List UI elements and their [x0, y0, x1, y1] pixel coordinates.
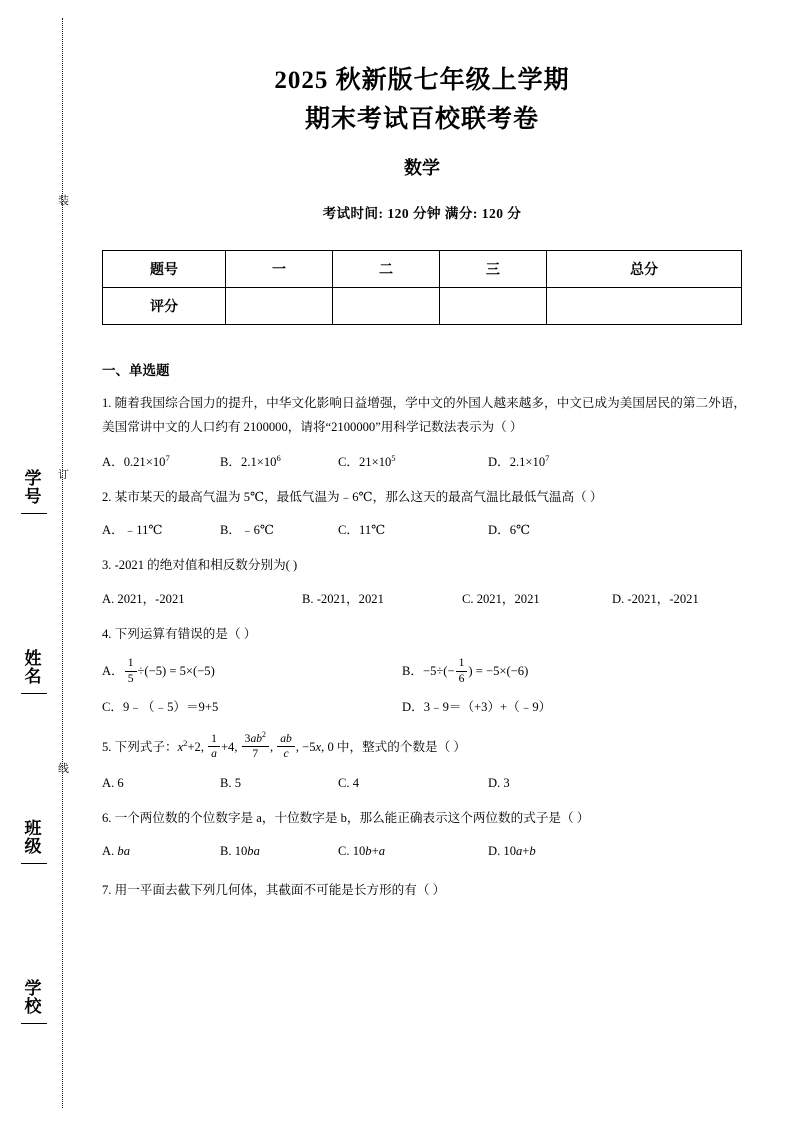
question-6-body: 一个两位数的个位数字是 a，十位数字是 b，那么能正确表示这个两位数的式子是（ ）: [114, 810, 590, 825]
question-6-text: [102, 806, 746, 831]
question-1-number: 1.: [102, 395, 112, 410]
field-label-xingming: [16, 650, 52, 701]
question-1-option-a[interactable]: A．$0.21\times 10^7$: [102, 452, 170, 469]
score-table-header-3: 三: [439, 250, 546, 287]
question-2-option-b[interactable]: B．﹣6℃: [220, 523, 274, 538]
question-5-option-b[interactable]: B. 5: [220, 775, 241, 790]
question-3-body: -2021 的绝对值和相反数分别为( ): [114, 558, 298, 573]
field-label-xuexiao-text: 学校: [24, 979, 44, 1016]
field-rule-xuexiao: [21, 1023, 47, 1024]
question-5-options: [102, 772, 746, 796]
question-1-body: 随着我国综合国力的提升，中华文化影响日益增强，学中文的外国人越来越多，中文已成为美国居民的第二外语，美国常讲中文的人口约有 2100000，请将“2100000”用科学记数法表示为（ ）: [102, 395, 746, 435]
question-4-options-row2: [102, 696, 746, 720]
question-3-option-b[interactable]: B. -2021，2021: [302, 591, 384, 606]
question-3-text: [102, 553, 746, 578]
question-4-body: 下列运算有错误的是（ ）: [114, 626, 257, 641]
question-4-option-b[interactable]: B．−5÷(− $\frac{1}{6}$ ) = −5×(−6): [402, 656, 529, 685]
field-label-banji-text: 班级: [24, 819, 44, 856]
field-label-xuehao-text: 学号: [24, 469, 44, 506]
field-rule-xingming: [21, 693, 47, 694]
question-2-option-a[interactable]: A．﹣11℃: [102, 523, 163, 538]
question-7-text: [102, 878, 746, 903]
question-3-option-c[interactable]: C. 2021，2021: [462, 591, 540, 606]
question-5-option-d[interactable]: D. 3: [488, 775, 510, 790]
question-3-option-d[interactable]: D. -2021，-2021: [612, 591, 699, 606]
question-5-number: 5.: [102, 740, 112, 755]
score-table-header-1: 一: [226, 250, 333, 287]
strip-word-ding: 订: [58, 469, 70, 481]
score-table: [102, 250, 742, 325]
exam-paper-body: [98, 0, 746, 1122]
page-title-line2: 期末考试百校联考卷: [304, 105, 539, 133]
score-cell-3[interactable]: [439, 287, 546, 324]
question-2-option-d[interactable]: D．6℃: [488, 523, 531, 538]
question-3-option-a[interactable]: A. 2021，-2021: [102, 591, 185, 606]
question-3-options: [102, 588, 746, 612]
table-row: [103, 250, 742, 287]
table-row: [103, 287, 742, 324]
question-4-number: 4.: [102, 626, 112, 641]
question-4-option-c[interactable]: C．9﹣（﹣5）＝9+5: [102, 700, 219, 715]
question-1-option-c[interactable]: C．$21\times 10^5$: [338, 452, 396, 469]
page-title-line1: 2025 秋新版七年级上学期: [274, 67, 570, 94]
score-table-header-label: 题号: [103, 250, 226, 287]
question-6-option-c[interactable]: C. 10b+a: [338, 844, 385, 859]
section-title-single-choice: 一、单选题: [102, 362, 170, 378]
question-1-text: [102, 391, 746, 440]
field-label-xuehao: [16, 470, 52, 521]
question-6-options: [102, 840, 746, 864]
question-2-body: 某市某天的最高气温为 5℃，最低气温为﹣6℃，那么这天的最高气温比最低气温高（ ）: [114, 489, 603, 504]
field-rule-banji: [21, 863, 47, 864]
page-title: [98, 62, 746, 140]
field-label-xuexiao: [16, 980, 52, 1031]
question-4-options-row1: [102, 656, 746, 686]
question-2-text: [102, 485, 746, 510]
question-6-number: 6.: [102, 810, 112, 825]
question-6-option-a[interactable]: A. ba: [102, 844, 130, 859]
question-6-option-b[interactable]: B. 10ba: [220, 844, 260, 859]
question-4-text: [102, 622, 746, 647]
question-2-option-c[interactable]: C．11℃: [338, 523, 386, 538]
question-3-number: 3.: [102, 558, 112, 573]
score-table-header-2: 二: [332, 250, 439, 287]
field-label-xingming-text: 姓名: [24, 649, 44, 686]
score-cell-1[interactable]: [226, 287, 333, 324]
question-4-option-a[interactable]: A． $\frac{1}{5}$ ÷(−5) = 5×(−5): [102, 656, 215, 685]
score-table-score-label: 评分: [103, 287, 226, 324]
binding-margin-strip: [0, 0, 90, 1122]
score-cell-total[interactable]: [546, 287, 741, 324]
question-4-option-d[interactable]: D．3﹣9＝（+3）+（﹣9）: [402, 700, 552, 715]
question-2-number: 2.: [102, 489, 112, 504]
perforation-dotted-line: [62, 18, 63, 1108]
question-5-option-c[interactable]: C. 4: [338, 775, 359, 790]
exam-info: 考试时间: 120 分钟 满分: 120 分: [322, 205, 522, 221]
field-label-banji: [16, 820, 52, 871]
question-7-number: 7.: [102, 883, 112, 898]
question-1-options: [102, 450, 746, 475]
question-2-options: [102, 519, 746, 543]
strip-word-zhuang: 装: [58, 195, 70, 207]
score-cell-2[interactable]: [332, 287, 439, 324]
question-7-body: 用一平面去截下列几何体，其截面不可能是长方形的有（ ）: [114, 883, 446, 898]
score-table-header-total: 总分: [546, 250, 741, 287]
strip-word-xian: 线: [58, 763, 70, 775]
question-6-option-d[interactable]: D. 10a+b: [488, 844, 536, 859]
question-5-option-a[interactable]: A. 6: [102, 775, 124, 790]
question-5-text: 5. 下列式子：$x^2+2$, $\frac{1}{a}$ +4, $\frac{3ab^2}{7}$ , $\frac{ab}{c}$ , −5x, 0 中，整式的个数是（ ）: [102, 730, 466, 761]
subject-name: 数学: [404, 157, 440, 178]
question-1-option-b[interactable]: B．$2.1\times 10^6$: [220, 452, 281, 469]
question-1-option-d[interactable]: D．$2.1\times 10^7$: [488, 452, 550, 469]
field-rule-xuehao: [21, 513, 47, 514]
